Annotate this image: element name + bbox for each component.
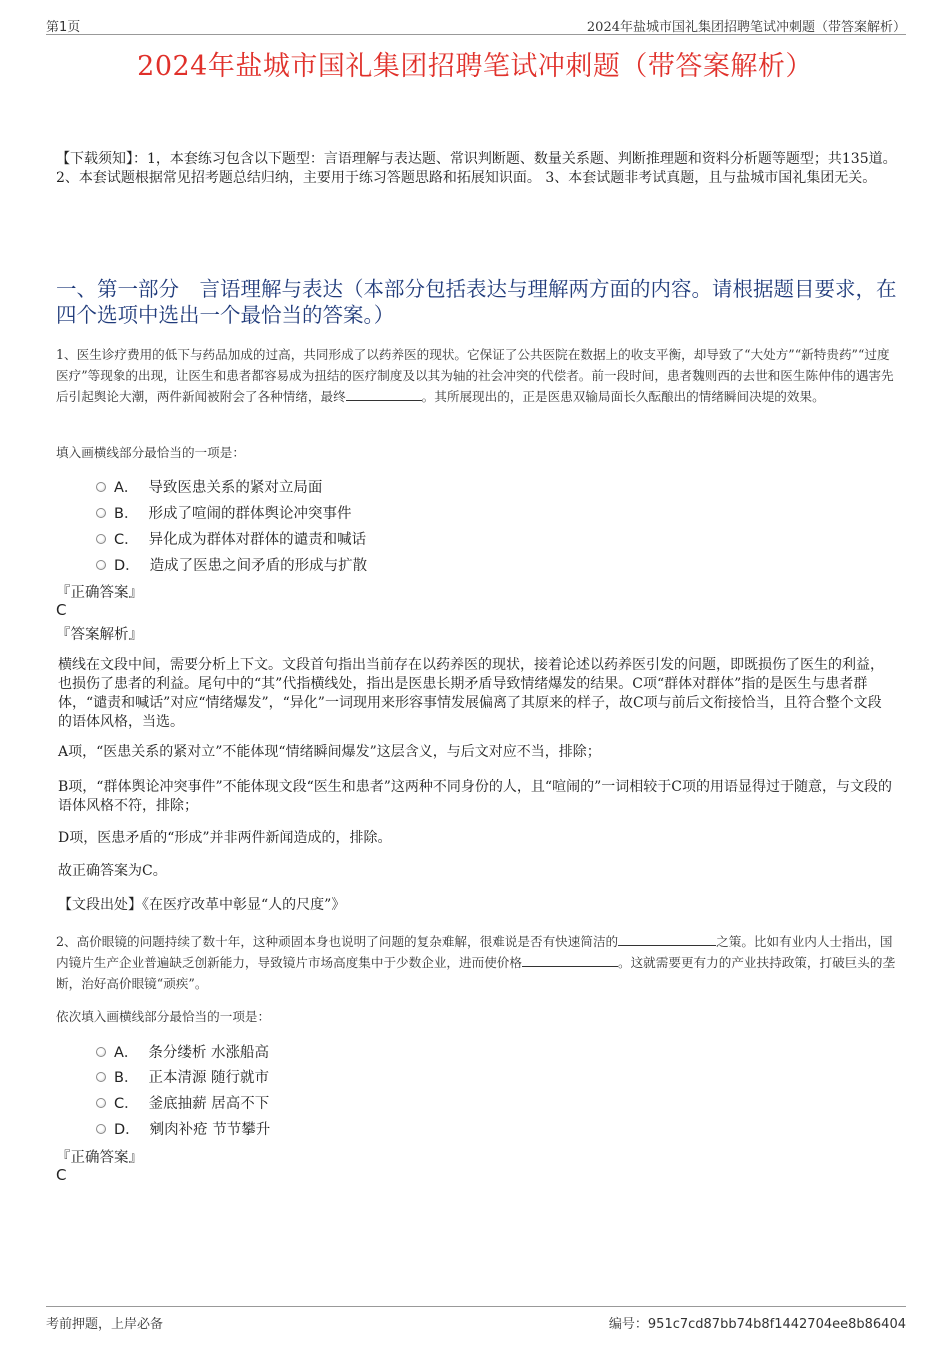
answer-blank (346, 388, 422, 401)
radio-icon[interactable] (96, 508, 106, 518)
page-header (46, 14, 906, 35)
radio-icon[interactable] (96, 534, 106, 544)
question-1-stem-before: 1、医生诊疗费用的低下与药品加成的过高，共同形成了以药养医的现状。它保证了公共医院在数据上的收支平衡，却导致了“大处方”“新特贵药”“过度医疗”等现象的出现，让医生和患者都容易成为扭结的医疗制度及以其为轴的社会冲突的代偿者。前一段时间，患者魏则西的去世和医生陈仲伟的遇害先后引起舆论大潮，两件新闻被附会了各种情绪，最终 (56, 347, 894, 404)
question-1-option-c[interactable]: C． 异化成为群体对群体的谴责和喊话 (96, 528, 366, 550)
footer-code: 编号：951c7cd87bb74b8f1442704ee8b86404 (608, 1317, 906, 1332)
radio-icon[interactable] (96, 560, 106, 570)
answer-blank (522, 954, 618, 967)
analysis-paragraph: 横线在文段中间，需要分析上下文。文段首句指出当前存在以药养医的现状，接着论述以药养医引发的问题，即既损伤了医生的利益，也损伤了患者的利益。尾句中的“其”代指横线处，指出是医患长期矛盾导致情绪爆发的结果。C项“群体对群体”指的是医生与患者群体，“谴责和喊话”对应“情绪爆发”，“异化”一词现用来形容事情发展偏离了其原来的样子，故C项与前后文衔接恰当，且符合整个文段的语体风格，当选。 (58, 657, 884, 730)
question-1-answer-label: 『正确答案』 (56, 585, 143, 601)
question-1-prompt: 填入画横线部分最恰当的一项是： (56, 445, 245, 460)
question-1-answer: C (56, 601, 67, 619)
analysis-paragraph: B项，“群体舆论冲突事件”不能体现文段“医生和患者”这两种不同身份的人，且“喧闹的”一词相较于C项的用语显得过于随意，与文段的语体风格不符，排除； (58, 779, 892, 814)
radio-icon[interactable] (96, 1047, 106, 1057)
question-2-option-d[interactable]: D． 剜肉补疮 节节攀升 (96, 1118, 270, 1140)
question-1-option-b[interactable]: B． 形成了喧闹的群体舆论冲突事件 (96, 502, 351, 524)
question-1-stem (56, 344, 900, 407)
question-2-option-c[interactable]: C． 釜底抽薪 居高不下 (96, 1092, 269, 1114)
question-1-option-a[interactable]: A． 导致医患关系的紧对立局面 (96, 476, 322, 498)
source-citation: 【文段出处】《在医疗改革中彰显“人的尺度”》 (58, 897, 346, 913)
question-2-option-b[interactable]: B． 正本清源 随行就市 (96, 1066, 269, 1088)
analysis-paragraph: D项，医患矛盾的“形成”并非两件新闻造成的，排除。 (58, 830, 392, 846)
analysis-paragraph: 故正确答案为C。 (58, 863, 167, 879)
question-2-stem: 2、高价眼镜的问题持续了数十年，这种顽固本身也说明了问题的复杂难解，很难说是否有快速简洁的 之策。比如有业内人士指出，国内镜片生产企业普遍缺乏创新能力，导致镜片市场高度集中于少数企业，进而使价格 。这就需要更有力的产业扶持政策，打破巨头的垄断，治好高价眼镜“顽疾”。 (56, 934, 896, 991)
download-notice: 【下载须知】：1，本套练习包含以下题型：言语理解与表达题、常识判断题、数量关系题、判断推理题和资料分析题等题型；共135道。 2、本套试题根据常见招考题总结归纳，主要用于练习答题思路和拓展知识面。 3、本套试题非考试真题，且与盐城市国礼集团无关。 (56, 151, 897, 186)
question-1-analysis-label: 『答案解析』 (56, 627, 143, 643)
question-2-answer: C (56, 1166, 67, 1184)
footer-slogan: 考前押题，上岸必备 (46, 1317, 164, 1332)
radio-icon[interactable] (96, 1124, 106, 1134)
page-footer (46, 1306, 906, 1331)
answer-blank (618, 933, 716, 946)
question-1-stem-after: 。其所展现出的，正是医患双输局面长久酝酿出的情绪瞬间决堤的效果。 (421, 389, 825, 404)
radio-icon[interactable] (96, 1072, 106, 1082)
question-2-answer-label: 『正确答案』 (56, 1150, 143, 1166)
question-2-option-a[interactable]: A． 条分缕析 水涨船高 (96, 1041, 269, 1063)
document-title: 2024年盐城市国礼集团招聘笔试冲刺题（带答案解析） (137, 51, 813, 82)
page-number: 第1页 (46, 20, 81, 35)
header-doc-title: 2024年盐城市国礼集团招聘笔试冲刺题（带答案解析） (586, 20, 906, 35)
question-2-prompt: 依次填入画横线部分最恰当的一项是： (56, 1009, 271, 1024)
question-1-option-d[interactable]: D． 造成了医患之间矛盾的形成与扩散 (96, 554, 367, 576)
radio-icon[interactable] (96, 1098, 106, 1108)
analysis-paragraph: A项，“医患关系的紧对立”不能体现“情绪瞬间爆发”这层含义，与后文对应不当，排除； (58, 744, 601, 760)
section-heading: 一、第一部分 言语理解与表达（本部分包括表达与理解两方面的内容。请根据题目要求，在四个选项中选出一个最恰当的答案。） (56, 277, 897, 327)
document-code: 951c7cd87bb74b8f1442704ee8b86404 (647, 1317, 906, 1332)
radio-icon[interactable] (96, 482, 106, 492)
